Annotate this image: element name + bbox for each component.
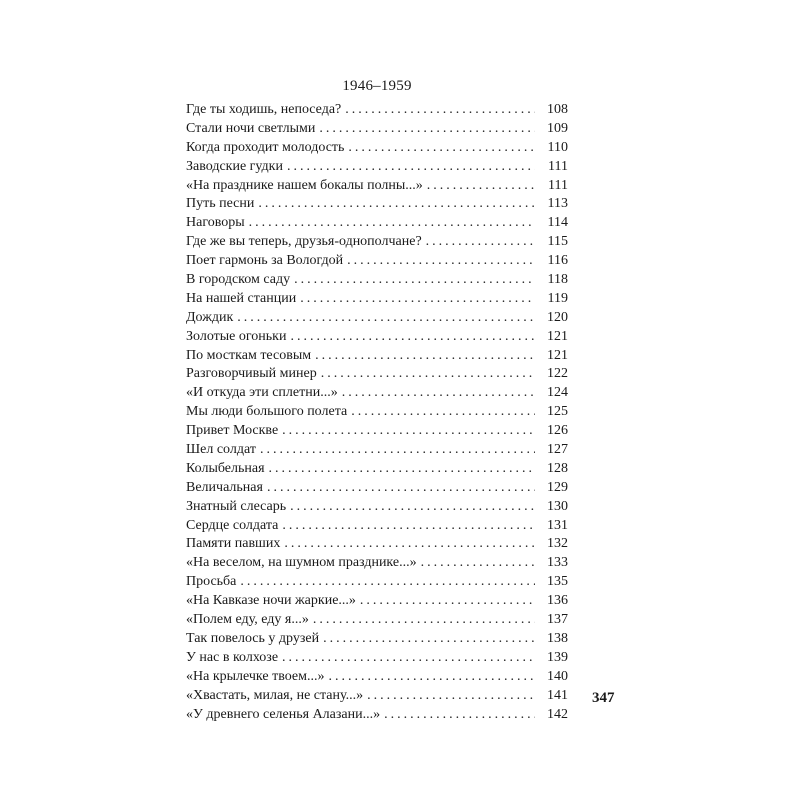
toc-entry <box>186 649 568 668</box>
toc-entry-title: Поет гармонь за Вологдой <box>186 253 344 269</box>
toc-entry-page: 111 <box>548 177 568 193</box>
toc-entry-title: Наговоры <box>186 215 245 231</box>
toc-entry-title: «Хвастать, милая, не стану...» <box>186 687 364 703</box>
toc-entry <box>186 460 568 479</box>
toc-entry-title: Где ты ходишь, непоседа? <box>186 102 342 117</box>
toc-entry-page: 138 <box>547 630 568 646</box>
section-title: 1946–1959 <box>342 78 412 94</box>
toc-entry-title: Колыбельная <box>186 460 265 476</box>
toc-entry <box>186 120 568 139</box>
toc-entry <box>186 252 568 271</box>
toc-entry-page: 113 <box>547 196 568 212</box>
toc-entry-title: Знатный слесарь <box>186 498 287 514</box>
toc-entry <box>186 422 568 441</box>
toc-entry-title: «На крылечке твоем...» <box>186 668 325 684</box>
toc-entry-page: 121 <box>547 328 568 344</box>
toc-entry-title: Мы люди большого полета <box>186 404 348 420</box>
toc-entry-title: Так повелось у друзей <box>186 630 320 646</box>
toc-entry <box>186 517 568 536</box>
toc-entry <box>186 158 568 177</box>
toc-entry-title: Сердце солдата <box>186 517 279 533</box>
dot-leader <box>342 384 535 403</box>
toc-entry <box>186 177 568 196</box>
toc-entry-title: Когда проходит молодость <box>186 139 345 155</box>
toc-entry-page: 135 <box>547 574 568 590</box>
toc-entry <box>186 139 568 158</box>
dot-leader <box>348 139 535 158</box>
toc-entry-title: «И откуда эти сплетни...» <box>186 385 338 401</box>
dot-leader <box>315 347 535 366</box>
dot-leader <box>249 214 535 233</box>
toc-entry-title: Величальная <box>186 479 263 495</box>
toc-entry-title: Стали ночи светлыми <box>186 120 316 136</box>
toc-entry-page: 119 <box>547 290 568 306</box>
dot-leader <box>290 328 535 347</box>
toc-entry-page: 121 <box>547 347 568 363</box>
dot-leader <box>240 573 535 592</box>
toc-entry <box>186 611 568 630</box>
toc-entry-page: 127 <box>547 442 568 458</box>
toc-entry <box>186 309 568 328</box>
toc-entry-page: 140 <box>547 668 568 684</box>
toc-entry-page: 136 <box>547 593 568 609</box>
toc-entry <box>186 630 568 649</box>
dot-leader <box>319 120 535 139</box>
dot-leader <box>347 252 535 271</box>
toc-entry <box>186 290 568 309</box>
toc-entry-title: Золотые огоньки <box>186 328 287 344</box>
toc-entry <box>186 592 568 611</box>
table-of-contents <box>186 101 568 724</box>
toc-entry-title: «На веселом, на шумном празднике...» <box>186 555 417 571</box>
toc-entry <box>186 573 568 592</box>
toc-entry <box>186 706 568 725</box>
toc-entry-page: 114 <box>547 215 568 231</box>
toc-entry <box>186 101 568 120</box>
toc-entry-title: Разговорчивый минер <box>186 366 317 382</box>
dot-leader <box>384 706 535 725</box>
toc-entry-title: По мосткам тесовым <box>186 347 312 363</box>
dot-leader <box>421 554 535 573</box>
toc-entry <box>186 554 568 573</box>
toc-entry-title: «Полем еду, еду я...» <box>186 612 309 628</box>
dot-leader <box>282 649 535 668</box>
toc-entry-page: 132 <box>547 536 568 552</box>
toc-entry <box>186 365 568 384</box>
toc-entry-page: 142 <box>547 706 568 722</box>
toc-entry-title: «На Кавказе ночи жаркие...» <box>186 593 356 609</box>
toc-entry-page: 111 <box>548 158 568 174</box>
toc-entry-page: 118 <box>547 272 568 288</box>
toc-entry <box>186 403 568 422</box>
toc-entry-page: 131 <box>547 517 568 533</box>
toc-entry-page: 120 <box>547 309 568 325</box>
toc-entry-title: Путь песни <box>186 196 255 212</box>
toc-entry-title: Памяти павших <box>186 536 281 552</box>
dot-leader <box>267 479 535 498</box>
dot-leader <box>427 177 535 196</box>
page-number: 347 <box>592 690 615 706</box>
dot-leader <box>287 158 535 177</box>
toc-entry <box>186 384 568 403</box>
toc-entry-page: 115 <box>547 234 568 250</box>
toc-entry <box>186 441 568 460</box>
toc-entry-page: 110 <box>547 139 568 155</box>
dot-leader <box>237 309 535 328</box>
toc-entry <box>186 214 568 233</box>
dot-leader <box>260 441 535 460</box>
toc-entry-page: 130 <box>547 498 568 514</box>
toc-entry-page: 116 <box>547 253 568 269</box>
toc-entry-page: 109 <box>547 120 568 136</box>
toc-entry-page: 133 <box>547 555 568 571</box>
toc-entry-title: В городском саду <box>186 272 291 288</box>
dot-leader <box>294 271 535 290</box>
toc-entry-page: 126 <box>547 423 568 439</box>
dot-leader <box>360 592 535 611</box>
toc-entry-title: Дождик <box>186 309 234 325</box>
dot-leader <box>426 233 535 252</box>
toc-entry <box>186 687 568 706</box>
dot-leader <box>300 290 535 309</box>
toc-entry-page: 128 <box>547 460 568 476</box>
toc-entry-page: 129 <box>547 479 568 495</box>
toc-entry <box>186 328 568 347</box>
toc-entry-title: Просьба <box>186 574 237 590</box>
dot-leader <box>269 460 535 479</box>
dot-leader <box>258 195 535 214</box>
dot-leader <box>367 687 535 706</box>
dot-leader <box>345 101 535 120</box>
dot-leader <box>323 630 535 649</box>
toc-entry <box>186 233 568 252</box>
toc-entry-page: 122 <box>547 366 568 382</box>
toc-entry-title: Заводские гудки <box>186 158 283 174</box>
toc-entry-title: «На празднике нашем бокалы полны...» <box>186 177 423 193</box>
toc-entry-page: 137 <box>547 612 568 628</box>
dot-leader <box>290 498 535 517</box>
dot-leader <box>282 517 535 536</box>
toc-entry-title: Шел солдат <box>186 442 256 458</box>
toc-entry <box>186 271 568 290</box>
dot-leader <box>313 611 535 630</box>
toc-entry <box>186 479 568 498</box>
toc-entry <box>186 498 568 517</box>
toc-entry-title: Привет Москве <box>186 423 279 439</box>
toc-entry-title: «У древнего селенья Алазани...» <box>186 706 381 722</box>
toc-entry <box>186 535 568 554</box>
toc-entry-page: 125 <box>547 404 568 420</box>
dot-leader <box>282 422 535 441</box>
toc-entry-title: У нас в колхозе <box>186 649 279 665</box>
dot-leader <box>284 535 535 554</box>
dot-leader <box>328 668 535 687</box>
dot-leader <box>321 365 535 384</box>
toc-entry <box>186 195 568 214</box>
toc-entry-page: 108 <box>547 102 568 117</box>
toc-entry <box>186 347 568 366</box>
toc-entry <box>186 668 568 687</box>
toc-entry-page: 124 <box>547 385 568 401</box>
toc-entry-title: На нашей станции <box>186 290 297 306</box>
toc-entry-page: 139 <box>547 649 568 665</box>
toc-entry-page: 141 <box>547 687 568 703</box>
toc-entry-title: Где же вы теперь, друзья-однополчане? <box>186 234 422 250</box>
dot-leader <box>351 403 535 422</box>
